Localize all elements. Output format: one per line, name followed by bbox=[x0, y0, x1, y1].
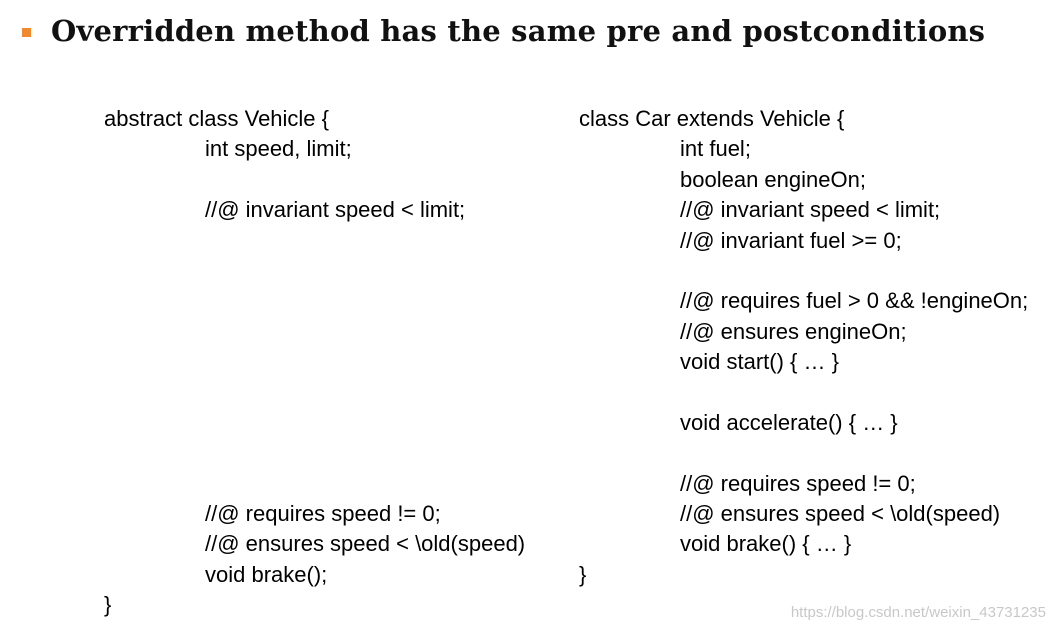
code-line: } bbox=[104, 592, 112, 618]
code-line: //@ requires speed != 0; bbox=[680, 470, 916, 496]
code-line: boolean engineOn; bbox=[680, 166, 866, 192]
code-line: } bbox=[579, 561, 587, 587]
vehicle-class-code bbox=[104, 104, 574, 621]
code-line: void accelerate() { … } bbox=[680, 409, 898, 435]
code-line: class Car extends Vehicle { bbox=[579, 106, 845, 131]
code-line bbox=[579, 378, 1056, 408]
code-line bbox=[104, 256, 574, 286]
code-line: //@ invariant speed < limit; bbox=[205, 197, 466, 223]
code-line: //@ requires fuel > 0 && !engineOn; bbox=[680, 288, 1029, 314]
code-line bbox=[104, 286, 574, 316]
code-line bbox=[104, 469, 574, 499]
code-line: int fuel; bbox=[680, 136, 751, 162]
code-line: int speed, limit; bbox=[205, 136, 352, 162]
code-line bbox=[104, 378, 574, 408]
car-class-code bbox=[579, 104, 1056, 590]
code-line bbox=[579, 438, 1056, 468]
code-line: //@ invariant speed < limit; bbox=[680, 197, 941, 223]
code-line: //@ ensures engineOn; bbox=[680, 318, 907, 344]
square-bullet-icon bbox=[22, 28, 31, 37]
code-line bbox=[104, 347, 574, 377]
code-line: //@ requires speed != 0; bbox=[205, 501, 441, 527]
code-line bbox=[104, 165, 574, 195]
title-row bbox=[22, 14, 985, 48]
code-line bbox=[579, 256, 1056, 286]
code-line: //@ ensures speed < \old(speed) bbox=[205, 531, 526, 557]
code-line bbox=[104, 438, 574, 468]
watermark: https://blog.csdn.net/weixin_43731235 bbox=[790, 604, 1046, 621]
code-line: void brake() { … } bbox=[680, 531, 852, 557]
code-line bbox=[104, 226, 574, 256]
code-line: void brake(); bbox=[205, 561, 328, 587]
code-line: abstract class Vehicle { bbox=[104, 106, 330, 131]
code-line: //@ invariant fuel >= 0; bbox=[680, 227, 902, 253]
code-line bbox=[104, 317, 574, 347]
code-line bbox=[104, 408, 574, 438]
code-line: //@ ensures speed < \old(speed) bbox=[680, 501, 1001, 527]
code-line: void start() { … } bbox=[680, 349, 839, 375]
slide-title: Overridden method has the same pre and postconditions bbox=[51, 14, 986, 48]
